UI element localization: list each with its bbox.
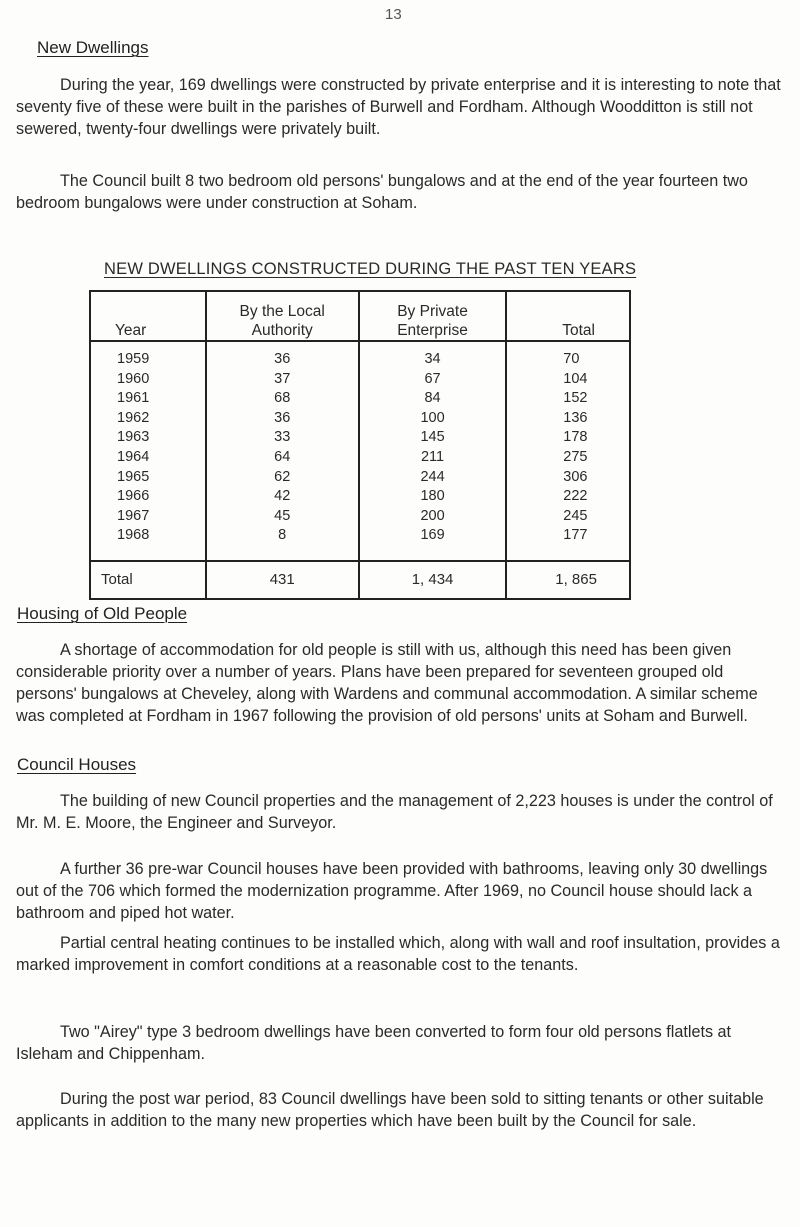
table-total-row [90, 561, 630, 599]
table-row [90, 409, 630, 429]
paragraph-council-4 [16, 1021, 786, 1065]
cell-private: 100 [359, 409, 506, 429]
paragraph-council-3 [16, 932, 786, 976]
paragraph-text: A further 36 pre-war Council houses have been provided with bathrooms, leaving only 30 dwellings out of the 706 which formed the modernization programme. After 1969, no Council house should lack a bathroom and piped hot water. [16, 860, 768, 922]
total-label: Total [90, 561, 206, 599]
table-row [90, 341, 630, 370]
table-row [90, 428, 630, 448]
cell-year: 1966 [90, 487, 206, 507]
paragraph-text: During the year, 169 dwellings were constructed by private enterprise and it is interesting to note that seventy five of these were built in the parishes of Burwell and Fordham. Although Woodditton is still not sewered, twenty-four dwellings were privately built. [16, 76, 781, 138]
cell-private: 211 [359, 448, 506, 468]
cell-year: 1964 [90, 448, 206, 468]
cell-total: 245 [506, 507, 630, 527]
cell-local: 36 [206, 341, 359, 370]
cell-total: 306 [506, 468, 630, 488]
cell-private: 67 [359, 370, 506, 390]
header-total: Total [506, 291, 630, 341]
table-header-row [90, 291, 630, 341]
heading-new-dwellings: New Dwellings [37, 38, 149, 57]
cell-year: 1960 [90, 370, 206, 390]
cell-total: 177 [506, 526, 630, 561]
cell-local: 42 [206, 487, 359, 507]
heading-council-houses: Council Houses [17, 755, 137, 774]
table-row [90, 448, 630, 468]
cell-local: 33 [206, 428, 359, 448]
cell-private: 34 [359, 341, 506, 370]
cell-local: 8 [206, 526, 359, 561]
cell-total: 70 [506, 341, 630, 370]
cell-private: 84 [359, 389, 506, 409]
paragraph-text: The building of new Council properties and the management of 2,223 houses is under the control of Mr. M. E. Moore, the Engineer and Surveyor. [16, 792, 773, 832]
header-private-enterprise [359, 291, 506, 341]
header-local-line-2: Authority [251, 322, 313, 339]
cell-local: 64 [206, 448, 359, 468]
cell-total: 136 [506, 409, 630, 429]
table-row [90, 389, 630, 409]
cell-local: 62 [206, 468, 359, 488]
cell-total: 152 [506, 389, 630, 409]
paragraph-text: A shortage of accommodation for old people is still with us, although this need has been given considerable priority over a number of years. Plans have been prepared for seventeen grouped old persons' bungalows at Cheveley, along with Wardens and communal accommodation. A similar scheme was completed at Fordham in 1967 following the provision of old persons' units at Soham and Burwell. [16, 641, 758, 725]
header-local-line-1: By the Local [239, 303, 325, 320]
cell-private: 145 [359, 428, 506, 448]
cell-total: 222 [506, 487, 630, 507]
table-row [90, 526, 630, 561]
total-local: 431 [206, 561, 359, 599]
paragraph-council-2 [16, 858, 786, 924]
cell-year: 1967 [90, 507, 206, 527]
paragraph-text: During the post war period, 83 Council dwellings have been sold to sitting tenants or other suitable applicants in addition to the many new properties which have been built by the Council for sale. [16, 1090, 764, 1130]
cell-private: 244 [359, 468, 506, 488]
cell-year: 1959 [90, 341, 206, 370]
cell-local: 45 [206, 507, 359, 527]
paragraph-council-5 [16, 1088, 786, 1132]
cell-total: 104 [506, 370, 630, 390]
heading-housing-old-people: Housing of Old People [17, 604, 188, 623]
paragraph-old-people-1 [16, 639, 786, 727]
cell-private: 180 [359, 487, 506, 507]
paragraph-text: Two "Airey" type 3 bedroom dwellings have been converted to form four old persons flatlets at Isleham and Chippenham. [16, 1023, 732, 1063]
paragraph-text: The Council built 8 two bedroom old persons' bungalows and at the end of the year fourteen two bedroom bungalows were under construction at Soham. [16, 172, 748, 212]
table-title: NEW DWELLINGS CONSTRUCTED DURING THE PAST TEN YEARS [104, 260, 637, 278]
table-row [90, 468, 630, 488]
cell-year: 1965 [90, 468, 206, 488]
dwellings-table [89, 290, 631, 600]
paragraph-text: Partial central heating continues to be installed which, along with wall and roof insultation, provides a marked improvement in comfort conditions at a reasonable cost to the tenants. [16, 934, 780, 974]
page-number: 13 [385, 6, 402, 23]
cell-private: 200 [359, 507, 506, 527]
header-local-authority [206, 291, 359, 341]
cell-local: 68 [206, 389, 359, 409]
header-year: Year [90, 291, 206, 341]
cell-local: 37 [206, 370, 359, 390]
table-row [90, 487, 630, 507]
paragraph-council-1 [16, 790, 786, 834]
cell-total: 275 [506, 448, 630, 468]
total-private: 1, 434 [359, 561, 506, 599]
header-private-line-1: By Private [397, 303, 468, 320]
table-row [90, 507, 630, 527]
cell-local: 36 [206, 409, 359, 429]
table-row [90, 370, 630, 390]
cell-year: 1963 [90, 428, 206, 448]
cell-total: 178 [506, 428, 630, 448]
cell-year: 1961 [90, 389, 206, 409]
header-private-line-2: Enterprise [397, 322, 468, 339]
cell-year: 1968 [90, 526, 206, 561]
total-total: 1, 865 [506, 561, 630, 599]
paragraph-new-dwellings-1 [16, 74, 786, 140]
cell-year: 1962 [90, 409, 206, 429]
paragraph-new-dwellings-2 [16, 170, 786, 214]
cell-private: 169 [359, 526, 506, 561]
